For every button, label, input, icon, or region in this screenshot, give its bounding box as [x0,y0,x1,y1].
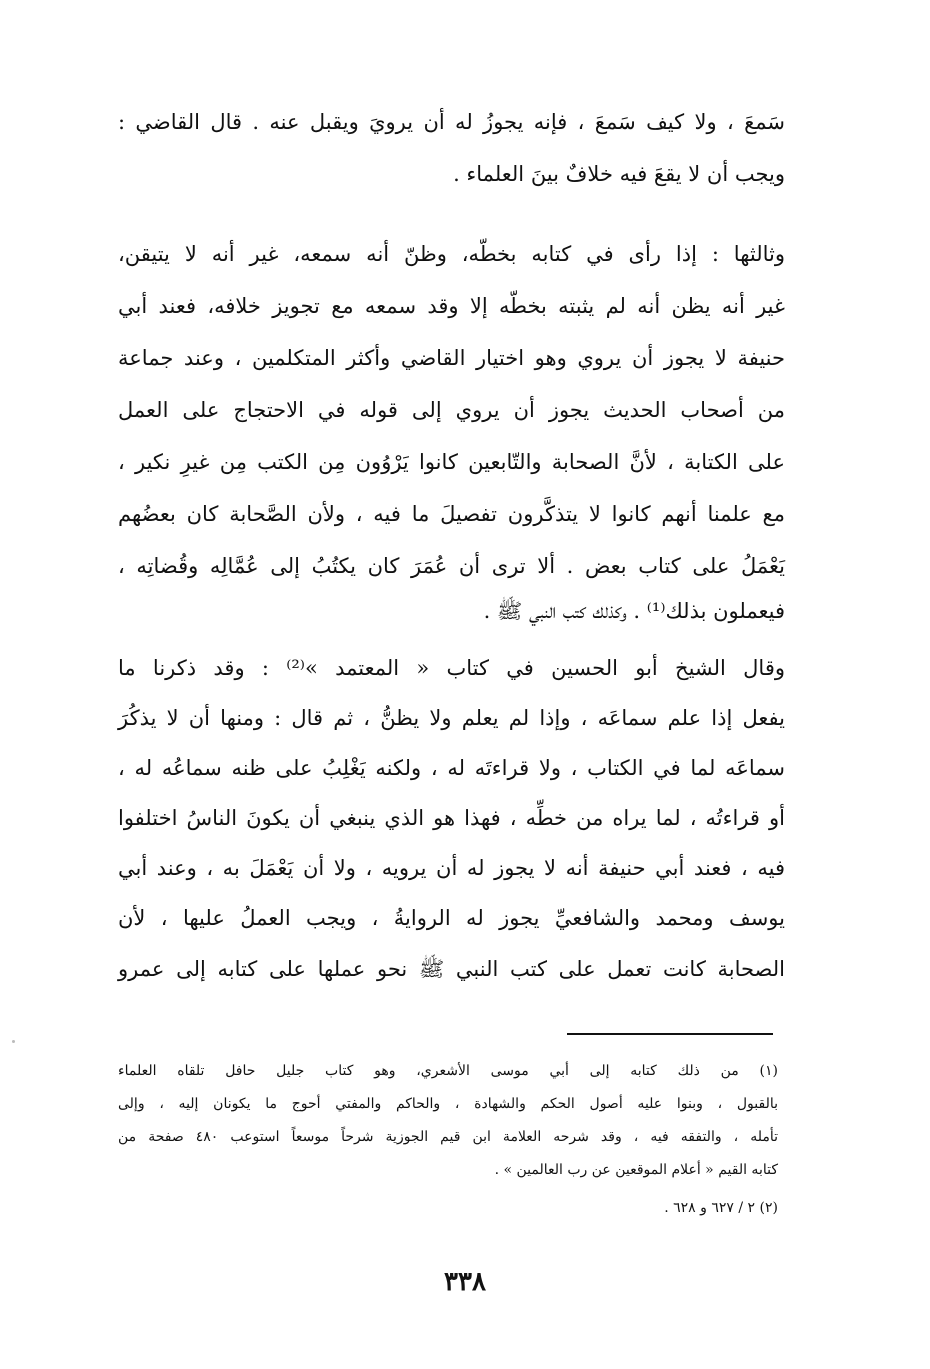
paragraph-2-line: وثالثها : إذا رأى في كتابه بخطّه، وظنّ أنه سمعه، غير أنه لا يتيقن، [118,242,785,266]
footnote-line: (١) من ذلك كتابه إلى أبي موسى الأشعري، وهو كتاب جليل حافل تلقاه العلماء [118,1063,778,1079]
paragraph-1-line: ويجب أن لا يقعَ فيه خلافٌ بينَ العلماء . [453,162,785,186]
paragraph-3-line: فيه ، فعند أبي حنيفة أنه لا يجوز له أن يرويه ، ولا أن يَعْمَلَ به ، وعند أبي [118,856,785,880]
paragraph-2-line: فيعملون بذلك⁽¹⁾ . وكذلك كتب النبي ﷺ . [483,599,785,623]
paragraph-3-line: يوسف ومحمد والشافعيِّ يجوز له الروايةُ ، ويجب العملُ عليها ، لأن [118,906,785,930]
paragraph-2-line: على الكتابة ، لأنَّ الصحابة والتّابعين كانوا يَرْوُون مِن الكتب مِن غيرِ نكير ، [118,450,785,474]
scan-speck [12,1040,15,1043]
paragraph-2-line: يَعْمَلُ على كتاب بعض . ألا ترى أن عُمَرَ كان يكتُبُ إلى عُمَّالِه وقُضاتِه ، [118,554,785,578]
paragraph-2-line: حنيفة لا يجوز أن يروي وهو اختيار القاضي وأكثر المتكلمين ، وعند جماعة [118,346,785,370]
paragraph-2-line: غير أنه يظن أنه لم يثبته بخطّه إلا وقد سمعه مع تجويز خلافه، فعند أبي [118,294,785,318]
page-number: ٣٣٨ [444,1267,486,1297]
footnote-line: كتابه القيم « أعلام الموقعين عن رب العالمين » . [494,1162,778,1178]
paragraph-2-line: من أصحاب الحديث يجوز أن يروي إلى قوله في الاحتجاج على العمل [118,398,785,422]
footnote-line: تأمله ، والتفقه فيه ، وقد شرحه العلامة ابن قيم الجوزية شرحاً موسعاً استوعب ٤٨٠ صفحة من [118,1129,778,1145]
paragraph-3-line: يفعل إذا علم سماعَه ، وإذا لم يعلم ولا يظنُّ ، ثم قال : ومنها أن لا يذكُرَ [118,706,785,730]
paragraph-3-line: الصحابة كانت تعمل على كتب النبي ﷺ نحو عملها على كتابه إلى عمرو [118,957,785,981]
paragraph-1-line: سَمعَ ، ولا كيف سَمعَ ، فإنه يجوزُ له أن يرويَ ويقبل عنه . قال القاضي : [118,110,785,134]
footnote-line: بالقبول ، وبنوا عليه أصول الحكم والشهادة ، والحاكم والمفتي أحوج ما يكونان إليه ، وإلى [118,1096,778,1112]
footnote-separator [567,1033,773,1035]
paragraph-3-line: وقال الشيخ أبو الحسين في كتاب « المعتمد »⁽²⁾ : وقد ذكرنا ما [118,656,785,680]
footnote-line: (٢) ٢ / ٦٢٧ و ٦٢٨ . [664,1200,778,1216]
paragraph-3-line: أو قراءتُه ، لما يراه من خطِّه ، فهذا هو الذي ينبغي أن يكونَ الناسُ اختلفوا [118,806,785,830]
paragraph-2-line: مع علمنا أنهم كانوا لا يتذكَّرون تفصيلَ ما فيه ، ولأن الصَّحابة كان بعضُهم [118,502,785,526]
paragraph-3-line: سماعَه لما في الكتاب ، ولا قراءتَه له ، ولكنه يَغْلِبُ على ظنه سماعُه له ، [118,756,785,780]
